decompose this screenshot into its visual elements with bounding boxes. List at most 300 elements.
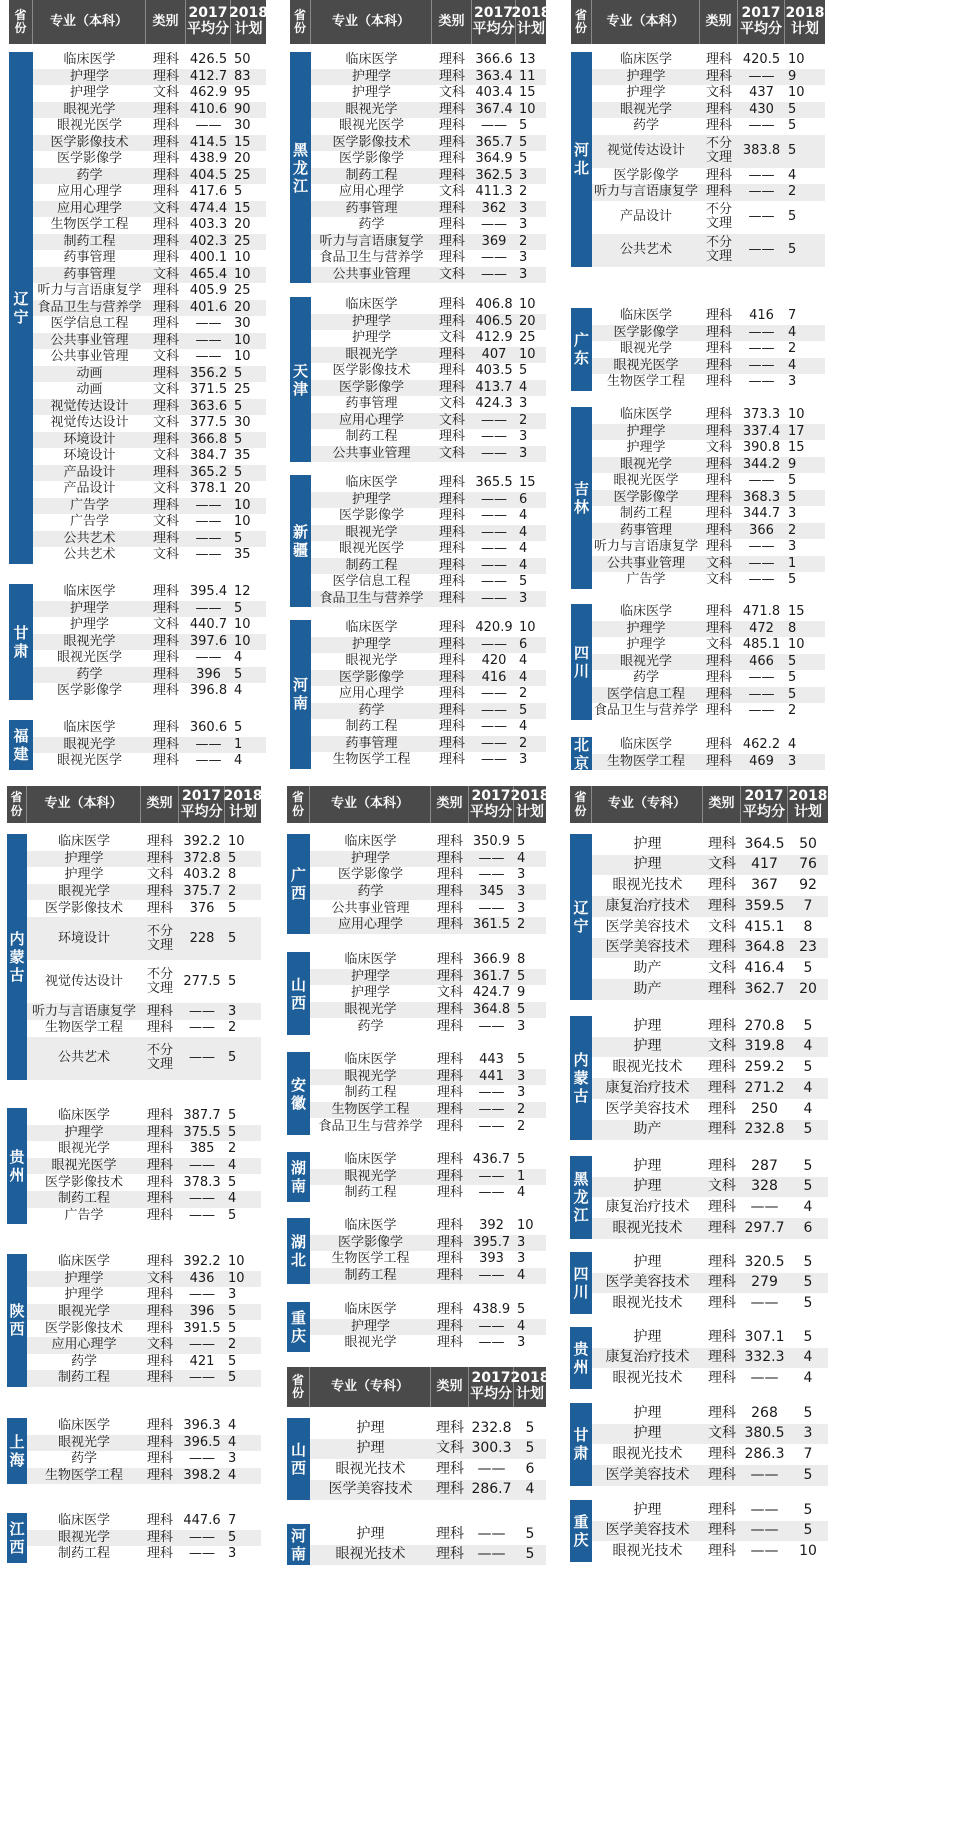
- header-major: 专业（专科）: [310, 1367, 431, 1407]
- major: 药学: [358, 217, 385, 233]
- table-row: [592, 1218, 828, 1239]
- table-row: [592, 754, 825, 771]
- category: 文科: [705, 440, 732, 456]
- major: 眼视光医学: [56, 650, 122, 666]
- major: 医学影像学: [337, 1234, 403, 1250]
- avg-score: 396.5: [183, 1434, 221, 1450]
- major: 公共事业管理: [50, 332, 129, 348]
- table-row: [592, 556, 825, 573]
- major: 制药工程: [619, 506, 672, 522]
- major: 临床医学: [344, 1302, 397, 1318]
- plan-count: 2: [788, 522, 797, 538]
- plan-count: 30: [234, 316, 251, 332]
- category: 理科: [146, 1370, 173, 1386]
- avg-score: 362.5: [475, 167, 513, 183]
- plan-count: 13: [519, 52, 536, 68]
- table-row: [311, 85, 546, 102]
- province-label: [290, 620, 311, 769]
- avg-score: 376: [189, 900, 215, 916]
- table-row: [33, 547, 266, 564]
- category: 理科: [708, 1157, 736, 1174]
- province-group: [287, 952, 546, 1035]
- table-row: [310, 1069, 546, 1086]
- avg-score: 397.6: [189, 633, 228, 649]
- avg-score: ——: [478, 1185, 505, 1201]
- major: 应用心理学: [51, 1337, 117, 1353]
- major: 护理: [633, 1017, 662, 1034]
- avg-score: 366.9: [472, 952, 511, 968]
- table-row: [311, 69, 546, 86]
- avg-score: ——: [750, 1199, 779, 1216]
- table-row: [27, 834, 261, 851]
- major: 临床医学: [344, 1052, 397, 1068]
- avg-score: 364.5: [744, 835, 785, 852]
- avg-score: 259.2: [744, 1059, 785, 1076]
- table-header: [570, 786, 828, 823]
- table-row: [310, 1480, 546, 1501]
- avg-score: 406.5: [475, 313, 513, 329]
- plan-count: 17: [788, 423, 805, 439]
- table-row: [311, 413, 546, 430]
- table-row: [311, 135, 546, 152]
- avg-score: 385: [189, 1141, 215, 1157]
- table-row: [592, 1465, 828, 1486]
- table-row: [311, 620, 546, 637]
- table-row: [27, 1174, 261, 1191]
- header-avg: 2017平均分: [179, 786, 225, 823]
- plan-count: 2: [228, 884, 237, 900]
- avg-score: 466: [749, 653, 774, 669]
- category: 理科: [152, 600, 179, 616]
- avg-score: 328: [751, 1178, 778, 1195]
- avg-score: 279: [751, 1274, 778, 1291]
- major: 药学: [70, 1353, 97, 1369]
- header-plan: 2018计划: [510, 787, 550, 820]
- avg-score: ——: [481, 574, 507, 590]
- table-row: [311, 168, 546, 185]
- plan-count: 4: [803, 1370, 813, 1387]
- plan-count: 5: [228, 1050, 237, 1066]
- major: 公共事业管理: [50, 349, 129, 365]
- table-row: [592, 1197, 828, 1218]
- table-row: [311, 429, 546, 446]
- category: 理科: [705, 670, 732, 686]
- major: 生物医学工程: [606, 374, 685, 390]
- avg-score: ——: [478, 900, 505, 916]
- header-plan: 2018计划: [510, 1370, 550, 1402]
- avg-score: 424.7: [472, 985, 511, 1001]
- province-label: [290, 52, 311, 283]
- province-group: [570, 834, 828, 1000]
- major: 临床医学: [619, 737, 672, 753]
- table-row: [592, 308, 825, 325]
- category: 理科: [708, 877, 736, 894]
- plan-count: 23: [799, 939, 817, 956]
- table-row: [592, 184, 825, 201]
- avg-score: ——: [481, 752, 507, 768]
- plan-count: 5: [517, 1152, 526, 1168]
- table-row: [592, 572, 825, 589]
- major: 眼视光学: [619, 653, 672, 669]
- plan-count: 4: [519, 719, 528, 735]
- major: 助产: [633, 980, 662, 997]
- avg-score: ——: [481, 508, 507, 524]
- major: 助产: [633, 1121, 662, 1138]
- plan-count: 5: [234, 600, 243, 616]
- category: 理科: [708, 1328, 736, 1345]
- avg-score: 403.4: [475, 85, 513, 101]
- province-label: [287, 834, 310, 934]
- table-row: [33, 184, 266, 201]
- category: 理科: [438, 313, 465, 329]
- category: 理科: [708, 835, 736, 852]
- major: 眼视光学: [63, 633, 116, 649]
- avg-score: 403.2: [183, 867, 221, 883]
- major: 眼视光医学: [56, 753, 122, 769]
- avg-score: ——: [478, 1335, 505, 1351]
- avg-score: 415.1: [744, 918, 785, 935]
- major: 公共艺术: [57, 1050, 110, 1066]
- plan-count: 6: [525, 1460, 535, 1477]
- plan-count: 10: [234, 349, 251, 365]
- major: 眼视光技术: [612, 1295, 683, 1312]
- major: 医学美容技术: [605, 1100, 690, 1117]
- major: 眼视光学: [345, 346, 398, 362]
- province-label: [571, 604, 592, 720]
- major: 医学影像学: [338, 508, 404, 524]
- table-row: [33, 316, 266, 333]
- major: 制药工程: [345, 719, 398, 735]
- category: 理科: [152, 184, 179, 200]
- province-label: [7, 1418, 27, 1484]
- category: 不分文理: [705, 234, 732, 264]
- avg-score: ——: [477, 1460, 506, 1477]
- table-row: [33, 617, 266, 634]
- category: 理科: [705, 737, 732, 753]
- plan-count: 5: [234, 365, 243, 381]
- avg-score: 383.8: [742, 142, 781, 158]
- major: 生物医学工程: [606, 753, 685, 769]
- province-label: [571, 407, 592, 589]
- category: 理科: [705, 308, 732, 324]
- major: 护理: [633, 835, 662, 852]
- plan-count: 8: [803, 918, 813, 935]
- plan-count: 10: [228, 1254, 245, 1270]
- avg-score: ——: [477, 1546, 506, 1563]
- plan-count: 3: [517, 1068, 526, 1084]
- province-label: [287, 1052, 310, 1135]
- avg-score: 366.6: [475, 52, 513, 68]
- category: 理科: [708, 1501, 736, 1518]
- category: 理科: [705, 407, 732, 423]
- plan-count: 5: [803, 1059, 813, 1076]
- category: 理科: [705, 620, 732, 636]
- table-row: [33, 300, 266, 317]
- avg-score: ——: [195, 650, 222, 666]
- major: 护理学: [69, 617, 109, 633]
- category: 理科: [436, 1052, 463, 1068]
- category: 理科: [152, 250, 179, 266]
- plan-count: 2: [519, 735, 528, 751]
- plan-count: 10: [519, 346, 536, 362]
- category: 理科: [705, 167, 732, 183]
- major: 眼视光学: [619, 341, 672, 357]
- category: 理科: [152, 365, 179, 381]
- table-row: [592, 1444, 828, 1465]
- avg-score: 436.7: [472, 1152, 511, 1168]
- table-row: [310, 985, 546, 1002]
- major: 应用心理学: [337, 917, 403, 933]
- table-row: [311, 52, 546, 69]
- category: 理科: [705, 522, 732, 538]
- table-row: [592, 523, 825, 540]
- major: 护理学: [626, 68, 666, 84]
- table-header: [9, 0, 266, 44]
- major: 应用心理学: [338, 686, 404, 702]
- category: 理科: [438, 167, 465, 183]
- avg-score: ——: [748, 572, 775, 588]
- major: 眼视光学: [619, 101, 672, 117]
- avg-score: 485.1: [742, 637, 781, 653]
- table-row: [27, 1513, 261, 1530]
- table-row: [310, 1545, 546, 1566]
- category: 理科: [146, 1287, 173, 1303]
- table-row: [592, 1500, 828, 1521]
- avg-score: ——: [478, 1085, 505, 1101]
- major: 护理学: [350, 985, 390, 1001]
- header-avg: 2017平均分: [469, 1367, 514, 1407]
- province-name: 安徽: [290, 1075, 306, 1112]
- table-row: [592, 979, 828, 1000]
- avg-score: 393: [479, 1251, 504, 1267]
- table-row: [311, 541, 546, 558]
- province-label: [570, 1327, 592, 1389]
- plan-count: 4: [803, 1038, 813, 1055]
- province-label: [9, 720, 33, 770]
- category: 理科: [146, 1108, 173, 1124]
- plan-count: 7: [228, 1513, 237, 1529]
- header-plan: 2018计划: [223, 787, 263, 820]
- category: 文科: [708, 856, 736, 873]
- table-row: [310, 1052, 546, 1069]
- province-group: [9, 584, 266, 700]
- table-row: [592, 687, 825, 704]
- plan-count: 50: [799, 835, 817, 852]
- major: 制药工程: [63, 233, 116, 249]
- table-row: [33, 432, 266, 449]
- plan-count: 4: [517, 1185, 526, 1201]
- major: 医学影像技术: [332, 134, 411, 150]
- category: 理科: [438, 250, 465, 266]
- table-row: [311, 201, 546, 218]
- category: 文科: [436, 985, 463, 1001]
- category: 文科: [708, 918, 736, 935]
- province-group: [287, 1218, 546, 1284]
- avg-score: 420: [481, 653, 507, 669]
- table-row: [310, 969, 546, 986]
- table-row: [33, 217, 266, 234]
- major: 产品设计: [63, 464, 116, 480]
- plan-count: 3: [228, 1546, 237, 1562]
- category: 理科: [705, 357, 732, 373]
- category: 理科: [708, 939, 736, 956]
- category: 理科: [436, 1118, 463, 1134]
- major: 护理学: [69, 600, 109, 616]
- avg-score: 392: [479, 1218, 504, 1234]
- province-group: [7, 834, 261, 1080]
- plan-count: 2: [228, 1337, 237, 1353]
- table-row: [311, 102, 546, 119]
- plan-count: 9: [788, 68, 797, 84]
- plan-count: 5: [519, 574, 528, 590]
- plan-count: 4: [517, 850, 526, 866]
- table-row: [592, 168, 825, 185]
- plan-count: 3: [517, 1018, 526, 1034]
- header-prov: 省份: [287, 786, 310, 823]
- table-row: [27, 1125, 261, 1142]
- category: 理科: [152, 151, 179, 167]
- plan-count: 50: [234, 52, 251, 68]
- major: 食品卫生与营养学: [318, 1118, 423, 1134]
- plan-count: 4: [517, 1318, 526, 1334]
- category: 理科: [436, 1168, 463, 1184]
- plan-count: 4: [519, 669, 528, 685]
- avg-score: 396.3: [183, 1418, 221, 1434]
- header-prov: 省份: [290, 0, 311, 44]
- avg-score: 365.5: [475, 475, 513, 491]
- plan-count: 5: [228, 1304, 237, 1320]
- major: 临床医学: [57, 1513, 110, 1529]
- avg-score: 232.8: [744, 1121, 785, 1138]
- category: 理科: [705, 473, 732, 489]
- category: 理科: [152, 332, 179, 348]
- avg-score: 286.3: [744, 1446, 785, 1463]
- plan-count: 9: [788, 456, 797, 472]
- category: 理科: [705, 184, 732, 200]
- province-group: [287, 1052, 546, 1135]
- category: 理科: [146, 1174, 173, 1190]
- plan-count: 4: [519, 524, 528, 540]
- avg-score: ——: [748, 208, 775, 224]
- category: 理科: [436, 1268, 463, 1284]
- province-name: 重庆: [290, 1308, 306, 1345]
- table-row: [27, 1354, 261, 1371]
- major: 眼视光学: [57, 1304, 110, 1320]
- major: 视觉传达设计: [606, 142, 685, 158]
- major: 生物医学工程: [331, 1251, 410, 1267]
- category: 理科: [146, 850, 173, 866]
- category: 理科: [705, 324, 732, 340]
- plan-count: 10: [234, 514, 251, 530]
- table-row: [33, 366, 266, 383]
- avg-score: 405.9: [189, 283, 228, 299]
- table-header: [7, 786, 261, 823]
- avg-score: ——: [195, 753, 222, 769]
- plan-count: 4: [228, 1468, 237, 1484]
- table-row: [310, 1524, 546, 1545]
- avg-score: ——: [195, 316, 222, 332]
- plan-count: 12: [234, 584, 251, 600]
- table-row: [33, 349, 266, 366]
- table-row: [592, 604, 825, 621]
- header-avg: 2017平均分: [738, 0, 785, 44]
- table-row: [311, 558, 546, 575]
- province-name: 黑龙江: [292, 140, 308, 195]
- avg-score: 420.5: [742, 52, 781, 68]
- major: 听力与言语康复学: [31, 1003, 136, 1019]
- major: 护理学: [351, 491, 391, 507]
- category: 理科: [146, 1124, 173, 1140]
- major: 护理学: [350, 1318, 390, 1334]
- plan-count: 7: [803, 897, 813, 914]
- category: 理科: [438, 134, 465, 150]
- avg-score: 297.7: [744, 1219, 785, 1236]
- table-row: [311, 637, 546, 654]
- table-row: [27, 1530, 261, 1547]
- plan-count: 10: [234, 617, 251, 633]
- major: 护理学: [351, 313, 391, 329]
- category: 理科: [705, 506, 732, 522]
- table-row: [592, 1057, 828, 1078]
- major: 临床医学: [57, 1254, 110, 1270]
- plan-count: 5: [525, 1440, 535, 1457]
- plan-count: 2: [517, 1102, 526, 1118]
- table-row: [311, 184, 546, 201]
- province-label: [290, 297, 311, 462]
- category: 理科: [438, 541, 465, 557]
- major: 康复治疗技术: [605, 1349, 690, 1366]
- plan-count: 10: [519, 620, 536, 636]
- table-row: [33, 118, 266, 135]
- plan-count: 5: [228, 930, 237, 946]
- province-name: 四川: [573, 1265, 589, 1302]
- header-avg: 2017平均分: [469, 786, 514, 823]
- avg-score: 366.8: [189, 431, 228, 447]
- province-name: 吉林: [573, 479, 589, 516]
- major: 环境设计: [57, 930, 110, 946]
- plan-count: 4: [234, 683, 243, 699]
- avg-score: ——: [748, 703, 775, 719]
- category: 理科: [705, 341, 732, 357]
- plan-count: 10: [799, 1543, 817, 1560]
- table-row: [27, 1141, 261, 1158]
- major: 制药工程: [57, 1546, 110, 1562]
- table-row: [311, 330, 546, 347]
- plan-count: 10: [234, 250, 251, 266]
- category: 文科: [438, 412, 465, 428]
- province-label: [570, 1500, 592, 1562]
- major: 医学美容技术: [605, 1274, 690, 1291]
- avg-score: 364.8: [472, 1002, 511, 1018]
- category: 文科: [152, 349, 179, 365]
- plan-count: 5: [788, 241, 797, 257]
- major: 药事管理: [63, 250, 116, 266]
- plan-count: 2: [228, 1020, 237, 1036]
- major: 眼视光医学: [613, 357, 679, 373]
- plan-count: 5: [517, 834, 526, 850]
- avg-score: ——: [478, 1018, 505, 1034]
- plan-count: 2: [519, 233, 528, 249]
- major: 眼视光技术: [612, 1059, 683, 1076]
- table-row: [311, 347, 546, 364]
- major: 医学影像学: [613, 489, 679, 505]
- plan-count: 4: [788, 357, 797, 373]
- table-row: [27, 1435, 261, 1452]
- major: 医学美容技术: [328, 1481, 413, 1498]
- province-name: 辽宁: [13, 289, 29, 326]
- plan-count: 5: [228, 1529, 237, 1545]
- major: 护理学: [350, 968, 390, 984]
